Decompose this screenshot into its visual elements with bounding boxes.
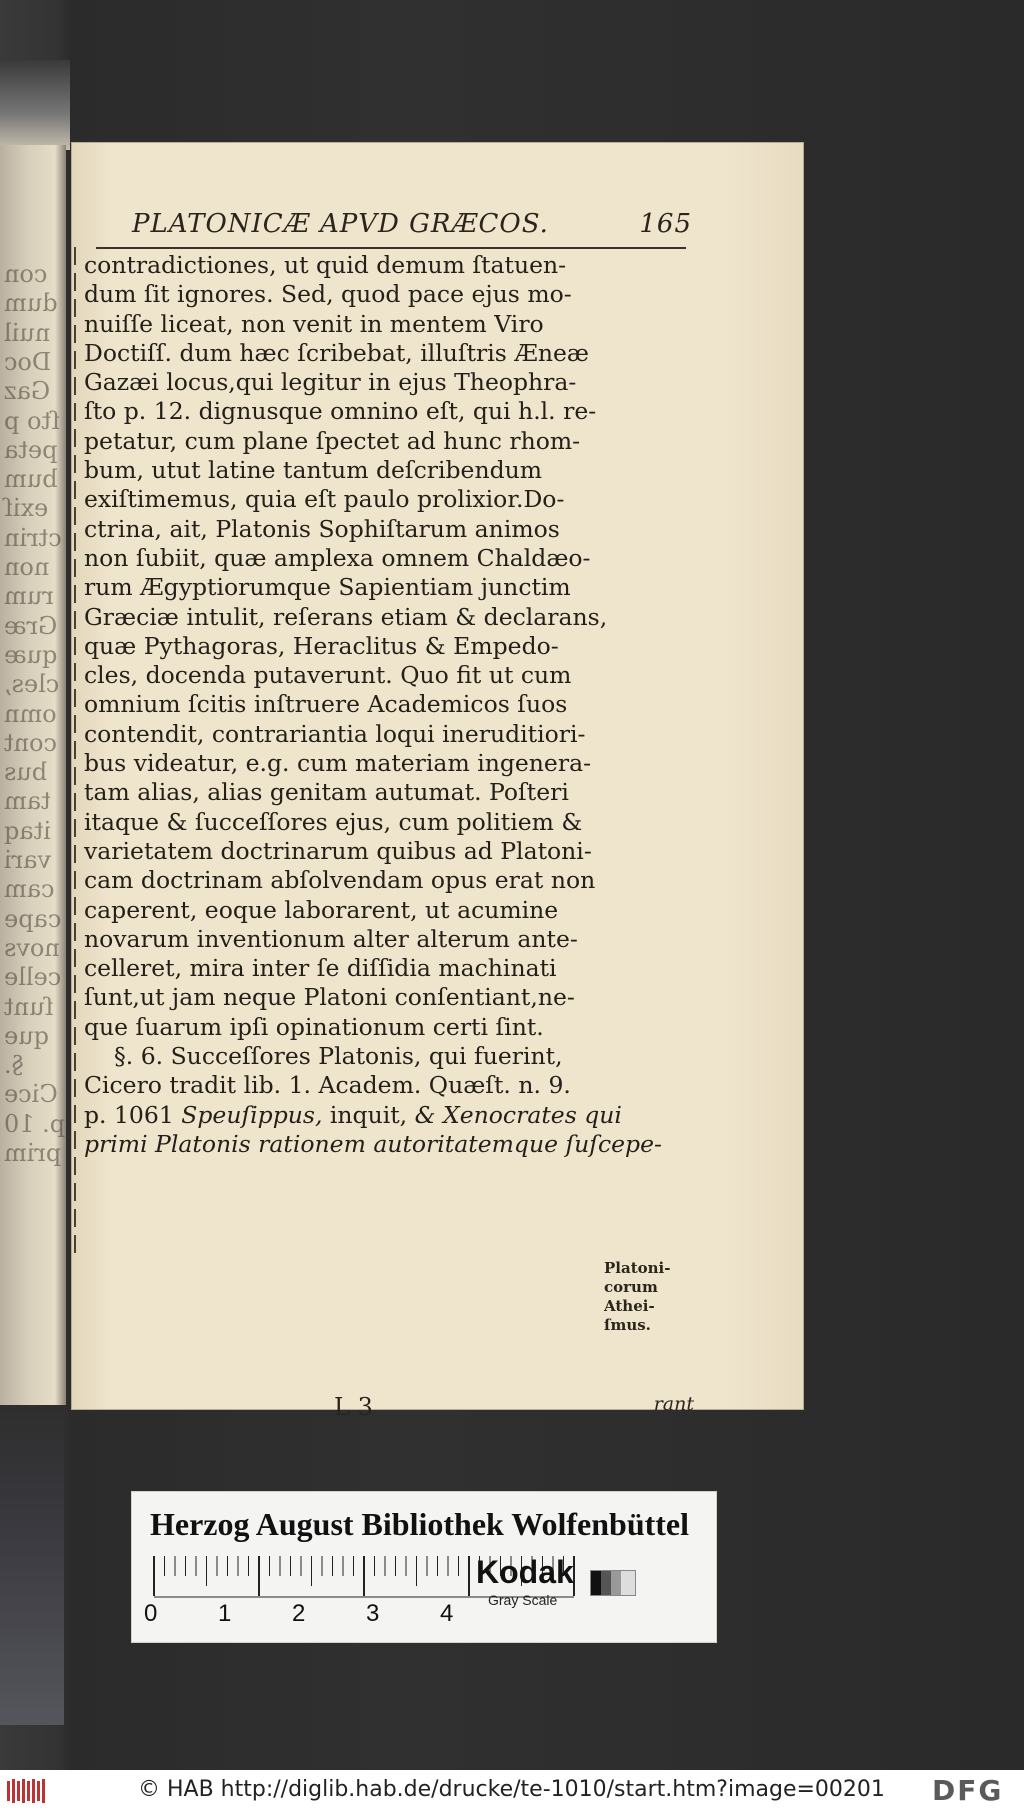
kodak-brand: Kodak bbox=[476, 1554, 574, 1590]
page-number: 165 bbox=[639, 209, 692, 239]
left-page-fragment: Græ bbox=[4, 611, 58, 640]
text-line: caperent, eoque laborarent, ut acumine bbox=[84, 895, 559, 924]
left-page-fragment: cles, bbox=[4, 670, 60, 699]
text-line: Græciæ intulit, reſerans etiam & declarans, bbox=[84, 602, 608, 631]
margin-note bbox=[604, 1259, 674, 1335]
left-page-fragment: nuil bbox=[4, 318, 51, 347]
left-page-fragment: omn bbox=[4, 699, 57, 728]
left-page-fragment: p. 10 bbox=[4, 1109, 66, 1138]
text-line: bus videatur, e.g. cum materiam ingenera- bbox=[84, 749, 592, 778]
text-run: Speuſippus, bbox=[181, 1100, 323, 1129]
left-page-fragment: Gaz bbox=[4, 377, 51, 406]
left-neighbour-page bbox=[0, 145, 66, 1405]
left-page-fragment: exiſ bbox=[4, 494, 49, 523]
text-run: inquit, bbox=[322, 1100, 415, 1129]
text-line: varietatem doctrinarum quibus ad Platoni- bbox=[84, 836, 592, 865]
text-line: celleret, mira inter ſe diſſidia machinati bbox=[84, 954, 557, 983]
ruler-number: 3 bbox=[366, 1600, 380, 1627]
margin-note-line: ſmus. bbox=[604, 1316, 651, 1334]
text-line: omnium ſcitis inſtruere Academicos ſuos bbox=[84, 690, 568, 719]
signature-mark: L 3 bbox=[334, 1393, 373, 1421]
text-line: cles, docenda putaverunt. Quo fit ut cum bbox=[84, 661, 572, 690]
left-page-bottom-edge bbox=[0, 1405, 64, 1725]
text-line bbox=[84, 1101, 694, 1130]
page-footer bbox=[334, 1393, 694, 1421]
catchword: rant bbox=[653, 1393, 694, 1415]
left-page-fragment: rum bbox=[4, 582, 54, 611]
text-line: dum ſit ignores. Sed, quod pace ejus mo- bbox=[84, 280, 572, 309]
running-head bbox=[132, 209, 692, 239]
text-line: novarum inventionum alter alterum ante- bbox=[84, 924, 578, 953]
ruler-number: 2 bbox=[292, 1600, 306, 1627]
left-page-fragment: Doc bbox=[4, 347, 52, 376]
left-page-fragment: non bbox=[4, 553, 50, 581]
left-page-fragment: §. bbox=[4, 1051, 24, 1080]
left-page-fragment: itaq bbox=[4, 816, 51, 845]
text-line: quæ Pythagoras, Heraclitus & Empedo- bbox=[84, 631, 559, 660]
text-line: tam alias, alias genitam autumat. Poſteri bbox=[84, 778, 569, 807]
left-page-fragment: ctrin bbox=[4, 523, 62, 552]
text-line: que ſuarum ipſi opinationum certi ſint. bbox=[84, 1012, 544, 1041]
ruler-number: 4 bbox=[440, 1600, 454, 1627]
left-page-fragment: novs bbox=[4, 933, 60, 962]
text-run: primi Platonis rationem autoritatemque ſuſcepe- bbox=[84, 1129, 662, 1158]
text-run: p. 1061 bbox=[84, 1100, 182, 1129]
text-line: Gazæi locus,qui legitur in ejus Theophra- bbox=[84, 368, 577, 397]
ruler-number: 1 bbox=[218, 1600, 232, 1627]
left-page-fragment: bus bbox=[4, 758, 48, 787]
gray-swatch bbox=[590, 1570, 636, 1596]
text-line bbox=[84, 1071, 694, 1100]
book-page bbox=[72, 143, 803, 1421]
margin-rule bbox=[74, 247, 76, 1257]
text-line: non ſubiit, quæ amplexa omnem Chaldæo- bbox=[84, 543, 591, 572]
margin-note-line: Platoni- bbox=[604, 1259, 671, 1277]
left-page-fragment: vari bbox=[4, 846, 52, 874]
library-name: Herzog August Bibliothek Wolfenbüttel bbox=[150, 1506, 690, 1542]
left-page-fragment: prim bbox=[4, 1139, 62, 1167]
dfg-logo: DFG bbox=[932, 1774, 1004, 1807]
left-page-edge-shadow bbox=[0, 60, 70, 150]
text-line bbox=[84, 1042, 694, 1071]
text-line: contradictiones, ut quid demum ſtatuen- bbox=[84, 251, 567, 279]
text-line: ſto p. 12. dignusque omnino eſt, qui h.l. re- bbox=[84, 397, 597, 426]
left-page-fragment: dum bbox=[4, 289, 58, 318]
left-page-fragment: ſunt bbox=[4, 992, 54, 1021]
left-page-fragment: celle bbox=[4, 963, 62, 992]
left-page-fragment: quæ bbox=[4, 640, 58, 669]
left-page-fragment: bum bbox=[4, 465, 58, 494]
text-line: cam doctrinam abſolvendam opus erat non bbox=[84, 866, 596, 895]
text-line: exiſtimemus, quia eſt paulo prolixior.Do- bbox=[84, 485, 565, 514]
text-line: bum, utut latine tantum deſcribendum bbox=[84, 456, 543, 485]
text-line: contendit, contrariantia loqui ineruditiori- bbox=[84, 719, 586, 748]
margin-note-line: Athei- bbox=[604, 1297, 655, 1315]
text-run: §. 6. Succeſſores Platonis, qui fuerint, bbox=[114, 1042, 563, 1071]
left-page-fragment: Cice bbox=[4, 1080, 58, 1109]
text-line: petatur, cum plane ſpectet ad hunc rhom- bbox=[84, 426, 581, 455]
text-line: ſunt,ut jam neque Platoni conſentiant,ne- bbox=[84, 983, 575, 1012]
left-page-fragment: que bbox=[4, 1021, 50, 1050]
left-page-fragment: peta bbox=[4, 435, 58, 464]
ruler-number: 0 bbox=[144, 1600, 158, 1627]
left-page-fragment: cont bbox=[4, 728, 57, 757]
footer-bar bbox=[0, 1770, 1024, 1810]
text-line: Doctiſſ. dum hæc ſcribebat, illuſtris Æneæ bbox=[84, 338, 589, 367]
left-page-fragment: con bbox=[4, 260, 48, 288]
text-line: itaque & ſucceſſores ejus, cum politiem & bbox=[84, 807, 583, 836]
text-line bbox=[84, 1130, 694, 1159]
library-label bbox=[132, 1492, 716, 1642]
hab-logo-icon bbox=[6, 1778, 46, 1804]
text-line: ctrina, ait, Platonis Sophiſtarum animos bbox=[84, 514, 560, 543]
left-page-fragment: ſto p bbox=[4, 406, 60, 435]
text-run: Cicero tradit lib. 1. Academ. Quæſt. n. 9. bbox=[84, 1071, 571, 1100]
text-line: rum Ægyptiorumque Sapientiam junctim bbox=[84, 573, 571, 602]
footer-url[interactable]: © HAB http://diglib.hab.de/drucke/te-1010/start.htm?image=00201 bbox=[138, 1777, 885, 1802]
margin-note-line: corum bbox=[604, 1278, 658, 1296]
left-page-fragment: tam bbox=[4, 787, 51, 816]
gray-scale-label: Gray Scale bbox=[488, 1592, 558, 1608]
running-head-title: PLATONICÆ APVD GRÆCOS. bbox=[132, 209, 549, 239]
text-run: & Xenocrates qui bbox=[414, 1100, 622, 1129]
left-page-fragment: cape bbox=[4, 904, 62, 933]
left-page-fragment: cam bbox=[4, 875, 55, 904]
text-line: nuiſſe liceat, non venit in mentem Viro bbox=[84, 309, 544, 338]
body-text bbox=[84, 251, 694, 1159]
